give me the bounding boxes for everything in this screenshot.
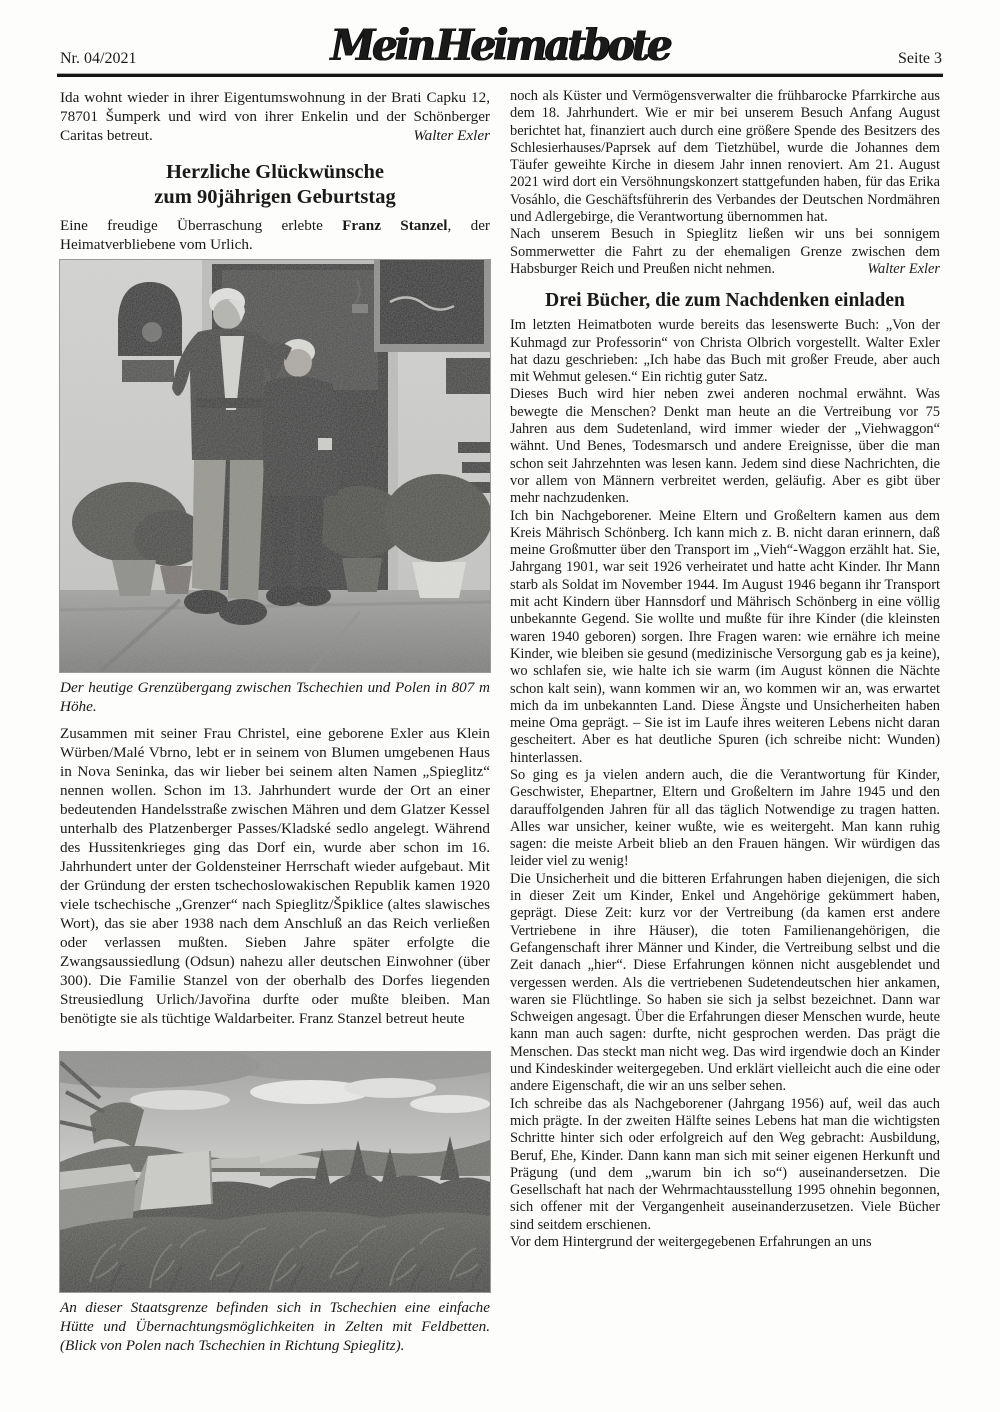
left-column xyxy=(60,88,490,1355)
page-number: Seite 3 xyxy=(898,50,942,67)
photo1-caption: Der heutige Grenzübergang zwischen Tschechien und Polen in 807 m Höhe. xyxy=(60,679,490,715)
continued-author: Walter Exler xyxy=(867,260,940,277)
masthead-title: Mein Heimatbote xyxy=(330,20,670,71)
lead-pre: Eine freudige Überraschung erlebte xyxy=(60,217,343,234)
photo-border-landscape xyxy=(60,1052,490,1292)
continued-paragraph-2-text: Nach unserem Besuch in Spieglitz ließen wir uns bei sonnigem Sommerwetter die Fahrt zu der ehemaligen Grenze zwischen dem Habsburger Reich und Preußen nicht nehmen. xyxy=(510,226,940,277)
birthday-body: Zusammen mit seiner Frau Christel, eine geborene Exler aus Klein Würben/Malé Vbrno, lebt er in seinem von Blumen umgebenen Haus in Nova Seninka, das wir lieber bei seinem alten Namen „Spieglitz“ nennen wollen. Schon im 13. Jahrhundert wurde der Ort an einer bedeutenden Handelsstraße zwischen Mähren und dem Glatzer Kessel unterhalb des Platzenberger Passes/Kladské sedlo angelegt. Während des Hussitenkrieges ging das Dorf ein, wurde aber schon im 16. Jahrhundert unter der Goldensteiner Herrschaft wieder aufgebaut. Mit der Gründung der ersten tschechoslowakischen Republik kamen 1920 viele tschechische „Grenzer“ nach Spieglitz/Špiklice (altes slawisches Wort), das sie aber 1938 nach dem Anschluß an das Reich verließen oder verlassen mußten. Sieben Jahre später erfolgte die Zwangsaussiedlung (Odsun) nahezu aller deutschen Einwohner (über 300). Die Familie Stanzel von der oberhalb des Dorfes liegenden Streusiedlung Urlich/Javořina durfte oder mußte bleiben. Man benötigte sie als tüchtige Waldarbeiter. Franz Stanzel betreut heute xyxy=(60,725,490,1027)
books-paragraph: Vor dem Hintergrund der weitergegebenen Erfahrungen an uns xyxy=(510,1234,872,1250)
birthday-lead xyxy=(60,216,490,254)
books-paragraph: Ich bin Nachgeborener. Meine Eltern und Großeltern kamen aus dem Kreis Mährisch Schönberg. Ich kann mich z. B. nicht daran erinnern, daß meine Großmutter über den Transport im „Vieh“-Waggon erzählt hat. Sie, Jahrgang 1901, war seit 1926 verheiratet und hatte acht Kinder. Ihr Mann starb als Soldat im November 1944. Im August 1946 begann ihr Transport mit acht Kindern über Hannsdorf und Mährisch Schönberg in eine völlig unbekannte Gegend. Sie wollte und mußte für ihre Kinder (die kleinsten waren 1940 geboren) sorgen. Ihre Fragen waren: wie ernähre ich meine Kinder, wie bleiben sie gesund (medizinische Versorgung gab es ja keine), wo schlafen sie, wie halte ich sie warm (im August können die Nächte schon kalt sein), wann kommen wir an, wo kommen wir an, was erwartet mich da im unbekannten Land. Diese Ängste und Unsicherheiten haben meine Oma geprägt. – Sie ist im Laufe ihres weiteren Lebens nicht daran gescheitert. Aber es hat deutliche Spuren (ich schreibe nicht: Wunden) hinterlassen. xyxy=(510,507,940,766)
continued-paragraph-1: noch als Küster und Vermögensverwalter die frühbarocke Pfarrkirche aus dem 18. Jahrhundert. Wie er mir bei unserem Besuch Anfang August berichtet hat, finanziert auch durch eine größere Spende des Besitzers des Schlesierhauses/Paprsek auf dem Tietzhübel, wurde die Johannes dem Täufer geweihte Kirche in diesem Jahr innen renoviert. Am 21. August 2021 wird dort ein Versöhnungskonzert stattgefunden haben, für das Erika Vosáhlo, die Geschäftsführerin des Verbandes der Deutschen Nordmähren und Adlergebirge, die Verantwortung übernommen hat. xyxy=(510,88,940,226)
lead-bold-name: Franz Stanzel xyxy=(342,217,448,234)
right-column xyxy=(510,88,940,1251)
lead-post: , der Heimatverbliebene vom Urlich. xyxy=(60,217,490,253)
books-paragraph: Im letzten Heimatboten wurde bereits das lesenswerte Buch: „Von der Kuhmagd zur Professorin“ von Christa Olbrich vorgestellt. Walter Exler hat dazu geschrieben: „Ich habe das Buch mit großer Freude, aber auch mit Wehmut gelesen.“ Ein richtig guter Satz. xyxy=(510,317,940,386)
birthday-headline-line1: Herzliche Glückwünsche xyxy=(165,161,385,183)
books-headline: Drei Bücher, die zum Nachdenken einladen xyxy=(545,290,905,312)
intro-author: Walter Exler xyxy=(413,127,490,144)
intro-text: Ida wohnt wieder in ihrer Eigentumswohnung in der Brati Capku 12, 78701 Šumperk und wird von ihrer Enkelin und der Schönberger Caritas betreut. xyxy=(60,89,490,144)
intro-paragraph xyxy=(60,88,490,145)
books-paragraph: Dieses Buch wird hier neben zwei anderen nochmal erwähnt. Was bewegte die Menschen? Denkt man heute an die Vertreibung vor 75 Jahren aus dem Sudetenland, wird immer wieder der „Viehwaggon“ wähnt. Und Benes, Todesmarsch und andere Ereignisse, über die man schon seit Jahrzehnten was lesen kann. Jedem sind diese Nachrichten, die vor allem von Männern verbreitet werden, geläufig. Aber es gibt über mehr nachzudenken. xyxy=(510,386,940,507)
birthday-headline xyxy=(60,160,490,209)
issue-number: Nr. 04/2021 xyxy=(60,50,137,67)
photo-two-men-at-house xyxy=(60,260,490,672)
books-paragraph: So ging es ja vielen andern auch, die die Verantwortung für Kinder, Geschwister, Ehepartner, Eltern und Großeltern im Jahre 1945 und den darauffolgenden Jahren für all das täglich Notwendige zu tragen hatten. Alles war unsicher, keiner wußte, wie es weitergeht. Man kann ruhig sagen: die meiste Arbeit blieb an den Frauen hängen. Wir würdigen das leider viel zu wenig! xyxy=(510,766,940,870)
continued-paragraph-2 xyxy=(510,226,940,278)
books-paragraph: Ich schreibe das als Nachgeborener (Jahrgang 1956) auf, weil das auch mich prägte. In der zweiten Hälfte seines Lebens hat man die wichtigsten Schritte hinter sich oder erfolgreich auf den Weg gebracht: Ausbildung, Beruf, Ehe, Kinder. Dann kann man sich mit seiner eigenen Herkunft und Prägung (und dem „warum bin ich so“) auseinandersetzen. Die Gesellschaft hat nach der Wehrmachtausstellung 1995 ohnehin begonnen, sich offener mit der Vergangenheit auseinanderzusetzen. Viele Bücher sind seitdem erschienen. xyxy=(510,1095,940,1233)
header-rule xyxy=(57,73,943,77)
photo2-caption: An dieser Staatsgrenze befinden sich in Tschechien eine einfache Hütte und Übernachtungsmöglichkeiten in Zelten mit Feldbetten. (Blick von Polen nach Tschechien in Richtung Spieglitz). xyxy=(60,1299,490,1354)
books-paragraph: Die Unsicherheit und die bitteren Erfahrungen haben diejenigen, die sich in dieser Zeit um Kinder, Enkel und Angehörige gekümmert haben, geprägt. Diese Zeit: kurz vor der Vertreibung (da kamen erst andere Vertriebene in ihre Häuser), die toten Familienangehörigen, die Gefangenschaft ihrer Männer und Kinder, die Vertreibung selbst und die Zeit danach „hier“. Diese Erfahrungen können nicht ausgeblendet und vergessen werden. Als die vertriebenen Sudetendeutschen hier ankamen, waren sie Flüchtlinge. So haben sie sich ja selbst bezeichnet. Dann war Schweigen angesagt. Über die Erfahrungen dieser Menschen wurde, heute kann man auch sagen: durfte, nicht gesprochen werden. Das prägt die Menschen. Das steckt man nicht weg. Das wird irgendwie doch an Kinder und Kindeskinder weitergegeben. Und erklärt vielleicht auch die eine oder andere Eigenschaft, die wir an uns selber sehen. xyxy=(510,870,940,1095)
birthday-headline-line2: zum 90jährigen Geburtstag xyxy=(154,185,396,208)
